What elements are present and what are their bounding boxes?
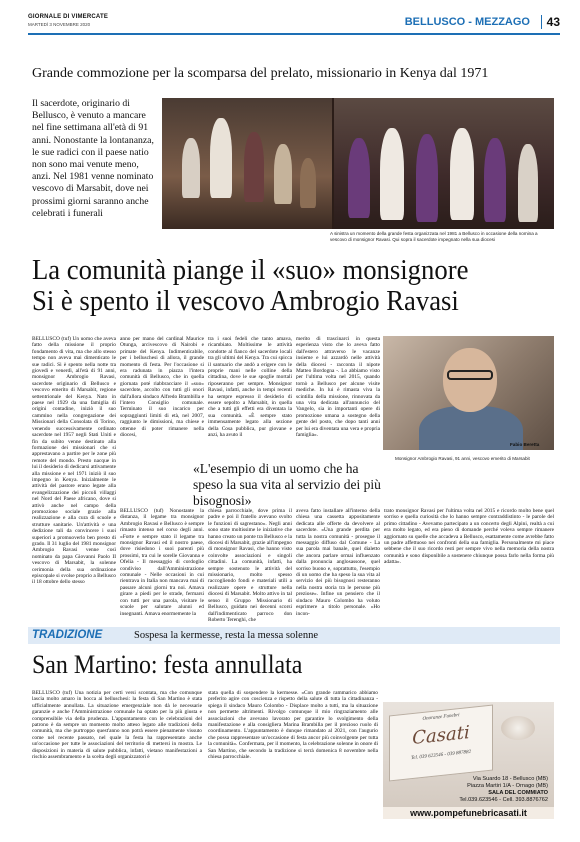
article-column-1: BELLUSCO (tuf) Un uomo che aveva fatto della missione il proprio fondamento di vita, ma che allo stesso tempo non aveva mai dimenticato le sue radici. Si è spento nella notte tra giovedì e venerdì, all'età di 91 anni, monsignor Ambrogio Ravasi, sacerdote originario di Bellusco e vescovo emerito di Marsabit, regione settentrionale del Kenya. Nato in paese nel 1929 da una famiglia di origini contadine, iniziò il suo cammino nella congregazione dei Missionari della Consolata di Torino, venendo successivamente ordinato sacerdote nel 1957 negli Stati Uniti e fin da subito venne destinato alla formazione dei missionari che si apprestavano a partire per le zone più remote del mondo. Presto nacque in lui il desiderio di dedicarsi attivamente alla missione e nel 1971 iniziò il suo impegno in Kenya. Inizialmente le attività del pastore erano legate alla evangelizzazione dei piccoli villaggi nel Nord del Paese africano, dove si attivò anche nel campo della promozione sociale grazie alla realizzazione e alla cura di scuole e strutture sanitarie. Un'attività e una dedizione tali da convincere i suoi superiori a promuoverlo ben presto di grado. Il 31 luglio del 1981 monsignor Ambrogio Ravasi venne così nominato da papa Giovanni Paolo II vescovo di Marsabit, la solenne cerimonia della sua ordinazione episcopale si svolse proprio a Bellusco il 18 ottobre dello stesso (32, 336, 116, 586)
ad-brand-top: Onoranze Funebri (422, 713, 460, 722)
ad-box-image (389, 705, 493, 782)
glasses-icon (447, 370, 493, 380)
article-kicker: Grande commozione per la scomparsa del prelato, missionario in Kenya dal 1971 (32, 66, 489, 81)
main-headline (32, 255, 512, 317)
article-column-2: anno per mano del cardinal Maurice Otunga, arcivescovo di Nairobi e primate del Kenya. Indimenticabile, per i belluschesi di allora, il grande momento di festa. Per l'occasione si era radunata in piazza l'intera comunità di Bellusco, che in quella giornata poté riabbracciare il «suo» sacerdote, accolto con tutti gli onori dall'allora sindaco Alfredo Brambilla e l'intero Consiglio comunale. Terminato il suo incarico per sopraggiunti limiti di età, nel 2007, raggiunto le dimissioni, ma chiese e ottenne di poter rimanere nella diocesi, (120, 336, 204, 439)
article2-subtitle: Sospesa la kermesse, resta la messa solenne (134, 630, 318, 641)
ad-phones: Tel.039.623546 - Cell. 393.8876762 (459, 797, 548, 803)
page-header (28, 14, 560, 40)
article-column-7: aveva fatto installare all'interno della chiesa una cassetta appositamente dedicata alle offerte da devolvere al sacerdote. «Una grande perdita per tutta la nostra comunità - prosegue il messaggio diffuso dal Comune - La sua parola mai banale, quel dialetto che ancora parlare ormai influenzato dalla pronuncia anglosassone, quel sorriso buono e, soprattutto, l'esempio di un uomo che ha speso la sua vita al servizio dei più bisognosi resteranno nella nostra storia tra le persone più preziose». Infine un pensiero che il sindaco Mauro Colombo ha voluto esprimere a titolo personale. «Ho incon- (296, 508, 380, 617)
article-column-8: trato monsignor Ravasi per l'ultima volta nel 2015 e ricordo molto bene quel sorriso e quella curiosità che lo hanno sempre contraddistinto - le parole del primo cittadino - Avevamo partecipato a un concerto degli Alpini, realtà a cui era molto legato, ed era pieno di domande perché voleva sempre rimanere aggiornato su quelle che accadeva a Bellusco, esattamente come avrebbe fatto un padre affettuoso nei confronti della sua famiglia. Personalmente mi piace sebbene che il suo ricordo resti per sempre vivo nella memoria della nostra comunità e sono disponibile a sostenere chiunque possa farlo nella forma più adatta». (384, 508, 554, 566)
ad-hall: SALA DEL COMMIATO (488, 790, 548, 796)
article-intro: Il sacerdote, originario di Bellusco, è venuto a mancare nel fine settimana all'età di 91 anni. Nonostante la lontananza, le sue radici con il paese natio non sono mai venute meno, anzi. Nel 1981 venne nominato vescovo di Marsabit, dove nei prossimi giorni saranno anche celebrati i funerali (32, 98, 154, 219)
article2-headline: San Martino: festa annullata (32, 650, 303, 679)
photo-caption: A sinistra un momento della grande festa organizzata nel 1981 a Bellusco in occasione della nomina a vescovo di monsignor Ravasi. Qui sopra il sacerdote impegnato nella sua diocesi (330, 231, 538, 242)
article-column-5: BELLUSCO (tuf) Nonostante la distanza, il legame tra monsignor Ambrogio Ravasi e Bellusco è sempre rimasto intenso nel corso degli anni. «Forte e sempre stato il legame tra monsignor Ravasi ed il nostro paese, dove risiedono i suoi parenti più prossimi, tra cui le sorelle Giovanna e Ofelia - Il messaggio di cordoglio condiviso dall'Amministrazione comunale - Nelle occasioni in cui rientrava in Italia non mancava mai di passare alcuni giorni tra noi. Amava girare a piedi per le strade, fermarsi con tutti per una parola, visitare le scuole per salutare alunni ed insegnanti. Amava enormemente la (120, 508, 204, 617)
ad-address-1: Via Suardo 18 - Bellusco (MB) (472, 776, 548, 782)
headline-line-1: La comunità piange il «suo» monsignore (32, 254, 469, 286)
ad-address-2: Piazza Martiri 1/A - Ornago (MB) (467, 783, 548, 789)
ad-brand-phone: Tel. 039 623546 - 039 887882 (410, 749, 472, 762)
header-rule (28, 33, 560, 35)
article-column-3: tra i suoi fedeli che tanto amava, ricambiato. Moltissime le attività condotte al fianco del sacerdote locali tra gli ultimi del Kenya. Tra cui spicca il santuario che andò a erigere con le proprie mani nelle colline della cittadina, dove le sue spoglie mortali riposeranno per sempre. Monsignor Ravasi, infatti, anche in tempi recenti ha sempre espresso il desiderio di essere sepolto a Marsabit, in quella che a tutti gli effetti era diventata la sua comunità. «È sempre stato immensamente legato alla sezione della Cosa pubblica, pur giovane e anzi, ha avuto il (208, 336, 292, 439)
article2-column-2: stata quella di sospendere la kermesse. «Con grande rammarico abbiamo preferito agire con coscienza e rispetto della salute di tutta la cittadinanza - spiega il sindaco Mauro Colombo - Displace molto a tutti, ma la situazione non permette altrimenti. Rivolgo comunque il mio ringraziamento alle associazioni che avevano lavorato per garantire lo svolgimento della manifestazione e alla consigliera Marina Brambilla per il prezioso ruolo di coordinamento. L'appuntamento è dunque rimandato al 2021, con l'augurio che possa rappresentare un'occasione di festa ancor più coinvolgente per tutta la comunità». Confermata, per il momento, la celebrazione solenne in onore di San Martino, che secondo la tradizione si terrà domenica 8 novembre nella chiesa parrocchiale. (208, 690, 378, 761)
photo-1981-celebration (162, 98, 332, 229)
portrait-caption: Monsignor Ambrogio Ravasi, 91 anni, vescovo emerito di Marsabit (395, 456, 530, 461)
headline-line-2: Si è spento il vescovo Ambrogio Ravasi (32, 285, 459, 317)
page-number: 43 (541, 15, 560, 29)
issue-date: MARTEDÌ 3 NOVEMBRE 2020 (28, 22, 91, 27)
pull-quote: «L'esempio di un uomo che ha speso la sua vita al servizio dei più bisognosi» (193, 461, 381, 508)
ad-brand-name: Casati (412, 721, 470, 750)
photo-credit: Fabio Beretta (510, 442, 540, 447)
section-title: BELLUSCO - MEZZAGO (404, 16, 530, 28)
event-photo (162, 98, 554, 229)
rose-icon (501, 716, 535, 740)
newspaper-name: GIORNALE DI VIMERCATE (28, 14, 109, 20)
article-column-4: merito di trascinarci in questa esperienza visto che lo aveva fatto dall'estero attraverso le vacanze insieme e lui azzardò nelle attività della diocesi - racconta il nipote Matteo Bordogna -. Lo abbiamo visto per l'ultima volta nel 2015, quando tornò a Bellusco per alcune visite mediche. In lui è rimasta viva la scintilla della missione, rinnovata da una vita dedicata all'annuncio del Vangelo, sia in importanti opere di promozione umana a sostegno della gente del posto, che dopo tanti anni per lui era diventata una vera e propria famiglia». (296, 336, 380, 439)
rubric-tag: TRADIZIONE (32, 629, 103, 641)
ad-website-link[interactable]: www.pompefunebricasati.it (383, 807, 554, 819)
funeral-home-ad[interactable] (383, 702, 554, 819)
article-column-6: chiesa parrocchiale, dove prima il padre e poi il fratello avevano svolto le funzioni di sagrestano». Negli anni sono state moltissime le iniziative che hanno creato un ponte tra Bellusco e la diocesi di Marsabit, grazie all'impegno di monsignor Ravasi, che hanno visto coinvolte associazioni e singoli cittadini. La comunità, infatti, ha sempre sostenuto le attività del missionario, molto spesso raccogliendo fondi e materiali utili a realizzare opere e strutture nella diocesi di Marsabit. Molto attivo in tal senso il Gruppo Missionario di Bellusco, guidato nei decenni scorsi dall'indimenticato parroco don Roberto Terenghi, che (208, 508, 292, 623)
article2-column-1: BELLUSCO (tuf) Una notizia per certi versi scontata, ma che comunque lascia molto amaro in bocca ai belluschesi: la festa di San Martino è stata ufficialmente annullata. La situazione emergenziale non dà le necessarie garanzie e anche l'Amministrazione comunale ha optato per la più giusta e comprensibile via della prudenza. L'appuntamento con le celebrazioni del patrono è da sempre un momento molto atteso legato alle tradizioni della comunità, ma che purtroppo quest'anno non potrà essere pienamente vissuto come nel recente passato, nel quale la festa ha rappresentato anche un'occasione per tutte le associazioni del territorio di mettersi in mostra. Le disposizioni in materia di salute pubblica, infatti, vietano manifestazioni a rischio assembramento e la scelta degli organizzatori è (32, 690, 202, 761)
section-band (28, 627, 560, 644)
portrait-photo (383, 336, 554, 450)
ad-address-block (459, 776, 548, 804)
photo-diocese-mass (334, 98, 554, 229)
